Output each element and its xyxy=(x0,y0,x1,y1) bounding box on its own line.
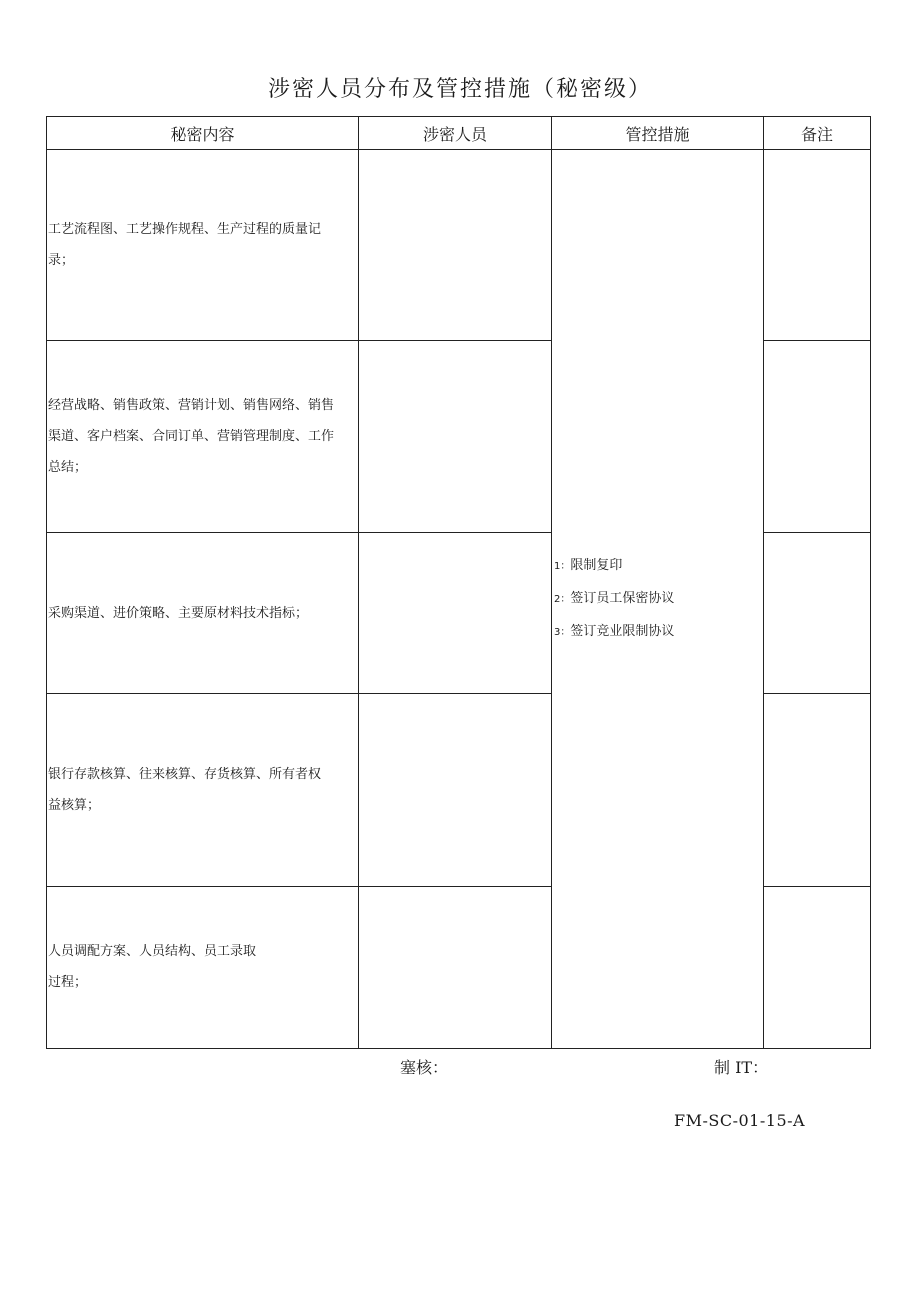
content-cell xyxy=(47,532,359,693)
personnel-cell xyxy=(359,532,552,693)
content-line: 益核算； xyxy=(48,797,101,813)
page-title: 涉密人员分布及管控措施（秘密级） xyxy=(267,77,652,102)
content-line: 录； xyxy=(48,253,75,269)
personnel-cell xyxy=(359,886,552,1048)
measures-cell xyxy=(552,150,764,1049)
form-code: FM-SC-01-15-A xyxy=(674,1111,806,1130)
content-cell xyxy=(47,886,359,1048)
measure-number: 3： xyxy=(554,626,571,638)
content-line: 银行存款核算、往来核算、存货核算、所有者权 xyxy=(48,766,322,782)
content-line: 过程； xyxy=(48,975,88,991)
measure-item xyxy=(554,583,761,616)
measure-text: 限制复印 xyxy=(570,557,623,573)
column-header-measures: 管控措施 xyxy=(552,117,764,150)
remark-cell xyxy=(764,532,871,693)
content-cell xyxy=(47,694,359,886)
content-line: 工艺流程图、工艺操作规程、生产过程的质量记 xyxy=(48,222,322,238)
measure-number: 1： xyxy=(554,560,571,572)
personnel-cell xyxy=(359,694,552,886)
maker-label: 制 IT： xyxy=(714,1058,769,1077)
column-header-personnel: 涉密人员 xyxy=(359,117,552,150)
remark-cell xyxy=(764,694,871,886)
content-line: 采购渠道、进价策略、主要原材料技术指标； xyxy=(48,605,309,621)
content-line: 人员调配方案、人员结构、员工录取 xyxy=(48,944,257,960)
measure-number: 2： xyxy=(554,593,571,605)
review-label: 塞核： xyxy=(400,1058,449,1077)
column-header-content: 秘密内容 xyxy=(47,117,359,150)
content-line: 渠道、客户档案、合同订单、营销管理制度、工作 xyxy=(48,429,335,445)
measure-text: 签订员工保密协议 xyxy=(570,590,675,606)
content-line: 经营战略、销售政策、营销计划、销售网络、销售 xyxy=(48,398,335,414)
measure-item xyxy=(554,550,761,583)
personnel-cell xyxy=(359,341,552,532)
table-header-row xyxy=(47,117,871,150)
column-header-remark: 备注 xyxy=(764,117,871,150)
measure-text: 签订竞业限制协议 xyxy=(570,623,675,639)
measure-item xyxy=(554,616,761,649)
personnel-cell xyxy=(359,150,552,341)
content-cell xyxy=(47,341,359,532)
remark-cell xyxy=(764,150,871,341)
remark-cell xyxy=(764,341,871,532)
confidential-table xyxy=(46,116,871,1049)
remark-cell xyxy=(764,886,871,1048)
content-line: 总结； xyxy=(48,460,88,476)
content-cell xyxy=(47,150,359,341)
table-row xyxy=(47,150,871,341)
